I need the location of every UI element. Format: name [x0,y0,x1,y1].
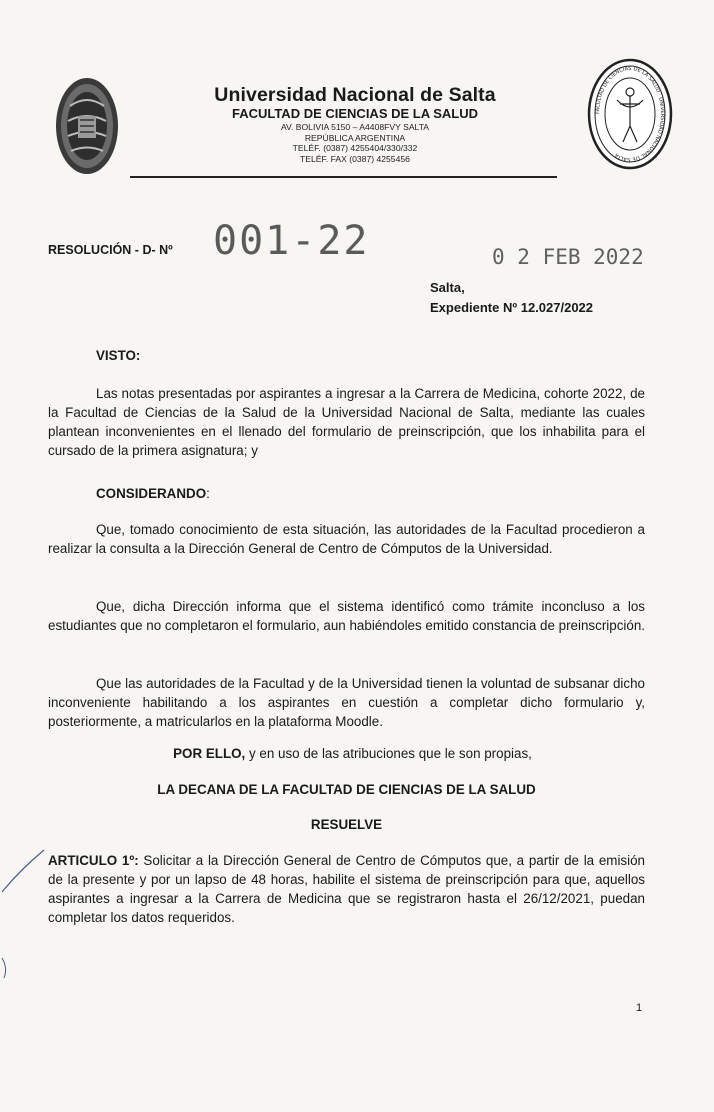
expediente-number: Expediente Nº 12.027/2022 [430,300,594,315]
place: Salta, [430,280,465,295]
considerando-heading [96,486,210,501]
visto-paragraph: Las notas presentadas por aspirantes a ingresar a la Carrera de Medicina, cohorte 2022, de la Facultad de Ciencias de la Salud de la Universidad Nacional de Salta, mediante las cuales plantean inconvenientes en el llenado del formulario de preinscripción, que los inhabilita para el cursado de la primera asignatura; y [48,386,645,458]
considerando-colon: : [206,486,210,501]
header-divider [130,176,557,178]
resolution-number: 001-22 [213,218,370,264]
articulo-1 [48,851,645,927]
por-ello-bold: POR ELLO, [173,746,246,761]
faculty-seal-right [587,58,673,170]
address-line: AV. BOLIVIA 5150 – A4408FVY SALTA [280,122,430,132]
considerando-paragraph-1: Que, tomado conocimiento de esta situación, las autoridades de la Facultad procedieron a realizar la consulta a la Dirección General de Centro de Cómputos de la Universidad. [48,522,645,556]
margin-pen-mark [0,840,50,990]
considerando-paragraph-3: Que las autoridades de la Facultad y de la Universidad tienen la voluntad de subsanar dicho inconveniente habilitando a los aspirantes en cuestión a completar dicho formulario y, posteriormente, a matricularlos en la plataforma Moodle. [48,676,645,729]
faculty-name: FACULTAD DE CIENCIAS DE LA SALUD [231,106,479,121]
por-ello-rest: y en uso de las atribuciones que le son propias, [245,746,532,761]
address-line: TELÉF. FAX (0387) 4255456 [300,153,410,164]
resolution-label: RESOLUCIÓN - D- Nº [48,243,173,257]
decana-line: LA DECANA DE LA FACULTAD DE CIENCIAS DE LA SALUD [157,782,536,797]
letterhead [140,84,570,164]
visto-heading: VISTO: [96,348,141,363]
articulo-1-text: Solicitar a la Dirección General de Centro de Cómputos que, a partir de la emisión de la presente y por un lapso de 48 horas, habilite el sistema de preinscripción para que, aquellos aspirantes a ingresar a la Carrera de Medicina que se registraron hasta el 26/12/2021, puedan completar los datos requeridos. [48,853,645,925]
page-number: 1 [636,1002,643,1014]
considerando-paragraph-2: Que, dicha Dirección informa que el sistema identificó como trámite inconcluso a los estudiantes que no completaron el formulario, aun habiéndoles emitido constancia de preinscripción. [48,599,645,633]
considerando-title: CONSIDERANDO [96,486,207,501]
seal-text: FACULTAD DE CIENCIAS DE LA SALUD · UNIVERSIDAD NACIONAL DE SALTA [594,65,666,163]
university-name: Universidad Nacional de Salta [214,84,496,106]
por-ello-line [48,746,651,761]
resuelve-heading: RESUELVE [310,817,383,832]
articulo-1-label: ARTICULO 1º: [48,853,139,868]
address-line: REPÚBLICA ARGENTINA [304,132,406,143]
university-seal-left [54,76,120,176]
address-line: TELÉF. (0387) 4255404/330/332 [292,143,418,153]
date-stamp: 0 2 FEB 2022 [492,245,644,269]
